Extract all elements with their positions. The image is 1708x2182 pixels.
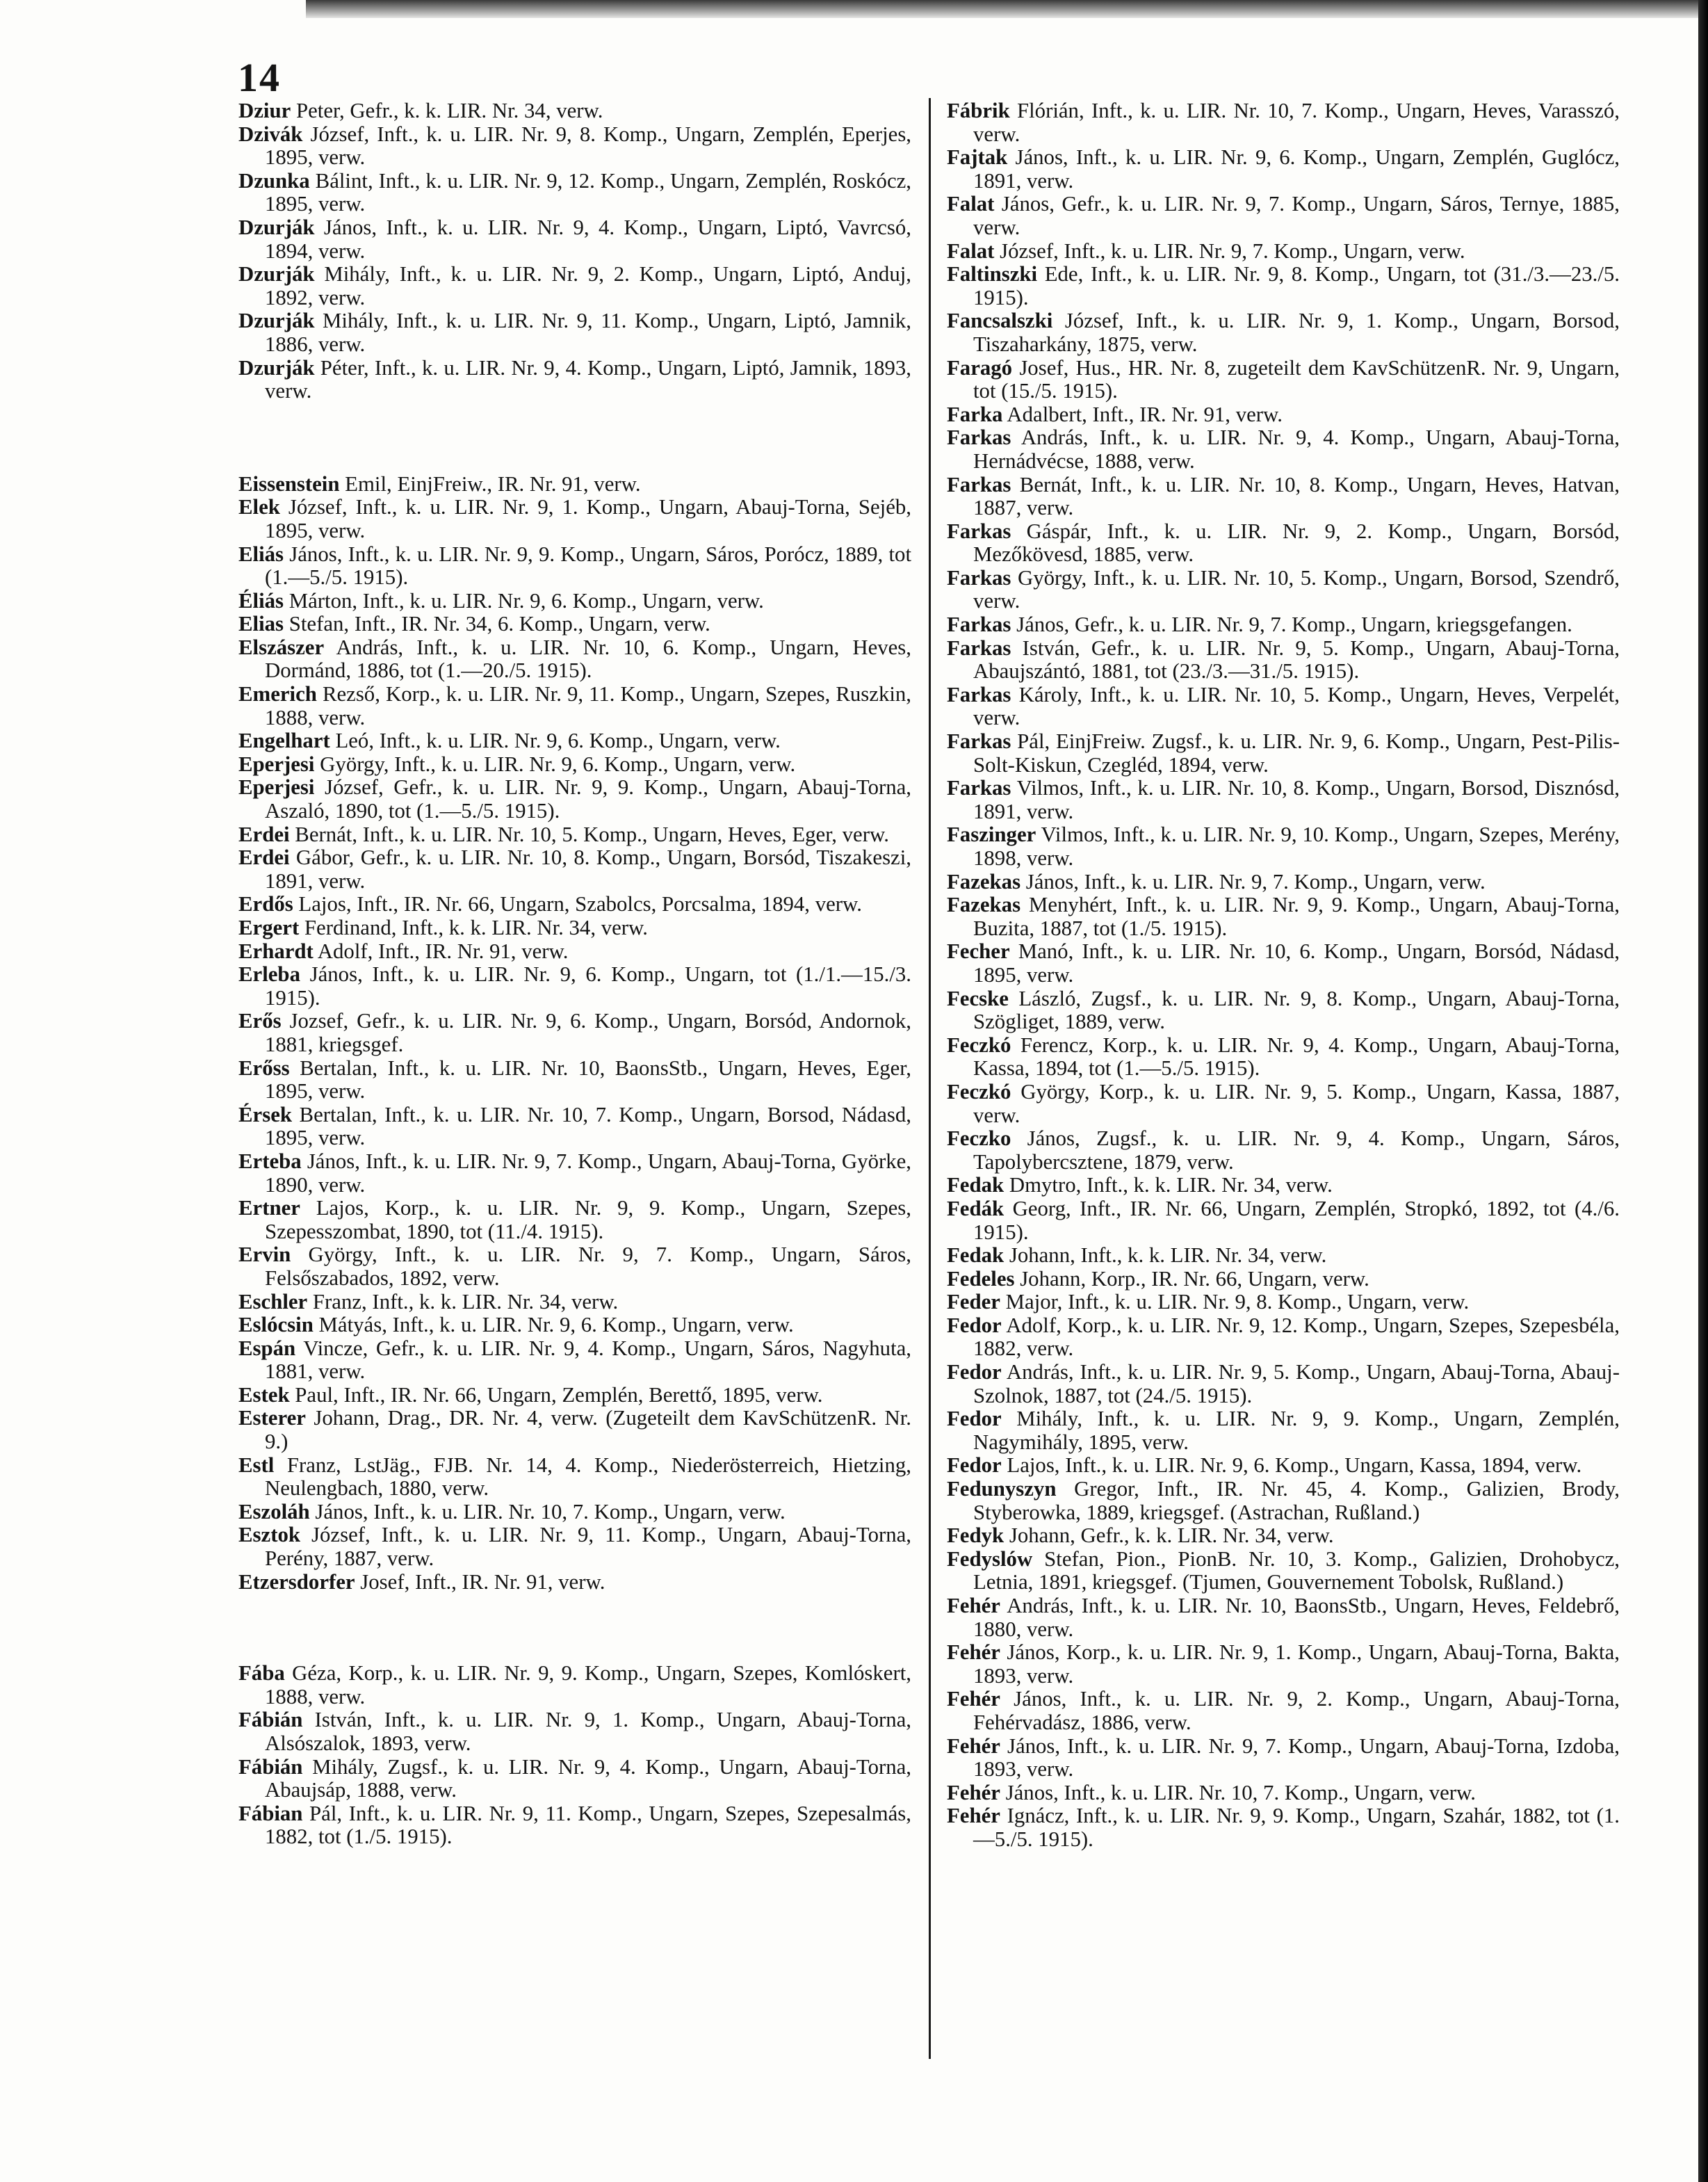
entry-surname: Érsek	[238, 1102, 292, 1126]
entry-surname: Elszászer	[238, 635, 325, 659]
list-entry	[947, 894, 1620, 940]
entry-surname: Eszoláh	[238, 1499, 310, 1524]
list-entry	[947, 684, 1620, 730]
list-entry	[238, 636, 911, 683]
entry-surname: Eperjesi	[238, 752, 315, 776]
list-entry	[947, 940, 1620, 987]
entry-details: János, Inft., k. u. LIR. Nr. 10, 7. Komp., Ungarn, verw.	[309, 1499, 786, 1524]
list-entry	[947, 1478, 1620, 1524]
list-entry	[947, 1197, 1620, 1244]
entry-details: László, Zugsf., k. u. LIR. Nr. 9, 8. Komp., Ungarn, Abauj-Torna, Szögliget, 1889, verw.	[973, 986, 1620, 1034]
entry-details: Menyhért, Inft., k. u. LIR. Nr. 9, 9. Komp., Ungarn, Abauj-Torna, Buzita, 1887, tot (1./5. 1915).	[973, 893, 1620, 940]
entry-surname: Farkas	[947, 729, 1011, 754]
entry-surname: Fajtak	[947, 145, 1008, 170]
entry-surname: Eschler	[238, 1289, 308, 1314]
entry-surname: Farkas	[947, 776, 1011, 800]
entry-details: Johann, Inft., k. k. LIR. Nr. 34, verw.	[1004, 1243, 1327, 1268]
entry-details: András, Inft., k. u. LIR. Nr. 10, BaonsStb., Ungarn, Heves, Feldebrő, 1880, verw.	[973, 1594, 1620, 1641]
entry-details: Stefan, Pion., PionB. Nr. 10, 3. Komp., Galizien, Drohobycz, Letnia, 1891, kriegsgef. (Tjumen, Gouvernement Tobolsk, Rußland.)	[973, 1546, 1620, 1594]
entry-surname: Fazekas	[947, 869, 1021, 894]
entry-surname: Feczkó	[947, 1079, 1011, 1104]
entry-surname: Fecher	[947, 939, 1010, 964]
entry-details: Adalbert, Inft., IR. Nr. 91, verw.	[1002, 402, 1283, 426]
entry-surname: Dzurják	[238, 355, 315, 380]
list-entry	[238, 776, 911, 823]
entry-details: Bálint, Inft., k. u. LIR. Nr. 9, 12. Komp., Ungarn, Zemplén, Roskócz, 1895, verw.	[265, 168, 911, 216]
entry-details: Major, Inft., k. u. LIR. Nr. 9, 8. Komp., Ungarn, verw.	[1000, 1290, 1470, 1314]
entry-details: Mihály, Inft., k. u. LIR. Nr. 9, 9. Komp., Ungarn, Zemplén, Nagymihály, 1895, verw.	[973, 1407, 1620, 1454]
entry-details: Lajos, Korp., k. u. LIR. Nr. 9, 9. Komp., Ungarn, Szepes, Szepesszombat, 1890, tot (11./4. 1915).	[265, 1196, 911, 1243]
entry-details: János, Inft., k. u. LIR. Nr. 10, 7. Komp., Ungarn, verw.	[1000, 1780, 1476, 1804]
list-entry	[947, 1244, 1620, 1268]
list-entry	[947, 567, 1620, 613]
entry-details: Ede, Inft., k. u. LIR. Nr. 9, 8. Komp., Ungarn, tot (31./3.—23./5. 1915).	[973, 262, 1620, 309]
entry-surname: Falat	[947, 192, 995, 216]
entry-surname: Farkas	[947, 682, 1011, 706]
list-entry	[947, 1594, 1620, 1641]
list-entry	[238, 357, 911, 403]
list-entry	[238, 753, 911, 777]
list-entry	[238, 1104, 911, 1150]
entry-surname: Fecske	[947, 986, 1009, 1010]
entry-details: Vilmos, Inft., k. u. LIR. Nr. 9, 10. Komp., Ungarn, Szepes, Merény, 1898, verw.	[973, 823, 1620, 870]
entry-details: Bernát, Inft., k. u. LIR. Nr. 10, 5. Komp., Ungarn, Heves, Eger, verw.	[289, 822, 889, 846]
list-entry	[238, 1291, 911, 1314]
scan-shadow-top	[306, 0, 1708, 18]
list-entry	[947, 240, 1620, 264]
entry-surname: Fedunyszyn	[947, 1477, 1057, 1501]
list-entry	[238, 590, 911, 613]
entry-details: Károly, Inft., k. u. LIR. Nr. 10, 5. Komp., Ungarn, Heves, Verpelét, verw.	[973, 682, 1620, 730]
entry-details: János, Inft., k. u. LIR. Nr. 9, 6. Komp., Ungarn, Zemplén, Guglócz, 1891, verw.	[973, 145, 1620, 193]
entry-details: Pál, EinjFreiw. Zugsf., k. u. LIR. Nr. 9, 6. Komp., Ungarn, Pest-Pilis-Solt-Kiskun, Czegléd, 1894, verw.	[973, 729, 1620, 777]
list-entry	[238, 1243, 911, 1290]
entry-details: Ferdinand, Inft., k. k. LIR. Nr. 34, verw.	[299, 916, 648, 939]
entry-surname: Farkas	[947, 472, 1011, 496]
list-entry	[238, 123, 911, 170]
entry-details: András, Inft., k. u. LIR. Nr. 9, 5. Komp., Ungarn, Abauj-Torna, Abauj-Szolnok, 1887, tot (24./5. 1915).	[973, 1360, 1620, 1407]
entry-surname: Ervin	[238, 1243, 291, 1267]
entry-details: János, Inft., k. u. LIR. Nr. 9, 9. Komp., Ungarn, Sáros, Porócz, 1889, tot (1.—5./5. 1915).	[265, 542, 911, 590]
entry-details: Gábor, Gefr., k. u. LIR. Nr. 10, 8. Komp., Ungarn, Borsód, Tiszakeszi, 1891, verw.	[265, 846, 911, 893]
entry-surname: Fedor	[947, 1360, 1002, 1384]
list-entry	[238, 1197, 911, 1243]
list-entry	[947, 263, 1620, 309]
list-entry	[238, 170, 911, 216]
list-entry	[238, 1708, 911, 1755]
entry-details: András, Inft., k. u. LIR. Nr. 10, 6. Komp., Ungarn, Heves, Dormánd, 1886, tot (1.—20./5. 1915).	[265, 635, 911, 683]
entry-surname: Erleba	[238, 962, 300, 987]
entry-surname: Fehér	[947, 1687, 1000, 1711]
entry-surname: Fábián	[238, 1754, 303, 1779]
list-entry	[947, 1524, 1620, 1548]
list-entry	[947, 1548, 1620, 1594]
list-entry	[947, 823, 1620, 870]
entry-surname: Fehér	[947, 1640, 1000, 1665]
entry-details: József, Inft., k. u. LIR. Nr. 9, 8. Komp., Ungarn, Zemplén, Eperjes, 1895, verw.	[265, 122, 911, 170]
entry-surname: Faszinger	[947, 823, 1036, 847]
list-entry	[238, 893, 911, 916]
entry-surname: Elek	[238, 495, 280, 519]
list-entry	[238, 263, 911, 309]
entry-surname: Fedor	[947, 1407, 1002, 1431]
list-entry	[238, 1524, 911, 1570]
entry-surname: Feder	[947, 1290, 1000, 1314]
list-entry	[947, 1034, 1620, 1081]
entry-details: Ferencz, Korp., k. u. LIR. Nr. 9, 4. Komp., Ungarn, Abauj-Torna, Kassa, 1894, tot (1.—5./5. 1915).	[973, 1033, 1620, 1081]
entry-details: Lajos, Inft., k. u. LIR. Nr. 9, 6. Komp., Ungarn, Kassa, 1894, verw.	[1001, 1453, 1582, 1478]
list-entry	[238, 543, 911, 590]
list-entry	[238, 1010, 911, 1056]
list-entry	[947, 1314, 1620, 1361]
entry-details: Gregor, Inft., IR. Nr. 45, 4. Komp., Galizien, Brody, Styberowka, 1889, kriegsgef. (Astrachan, Rußland.)	[973, 1477, 1620, 1524]
entry-details: Flórián, Inft., k. u. LIR. Nr. 10, 7. Komp., Ungarn, Heves, Varasszó, verw.	[973, 99, 1620, 146]
entry-surname: Dziur	[238, 99, 291, 122]
entry-details: Mihály, Inft., k. u. LIR. Nr. 9, 11. Komp., Ungarn, Liptó, Jamnik, 1886, verw.	[265, 309, 911, 356]
list-entry	[947, 99, 1620, 146]
entry-details: Bernát, Inft., k. u. LIR. Nr. 10, 8. Komp., Ungarn, Heves, Hatvan, 1887, verw.	[973, 472, 1620, 520]
entry-surname: Eliás	[238, 542, 284, 566]
list-entry	[947, 730, 1620, 777]
list-entry	[947, 1081, 1620, 1127]
entry-surname: Esterer	[238, 1406, 306, 1430]
entry-surname: Erhardt	[238, 939, 314, 963]
entry-details: Bertalan, Inft., k. u. LIR. Nr. 10, BaonsStb., Ungarn, Heves, Eger, 1895, verw.	[265, 1056, 911, 1104]
entry-details: Mátyás, Inft., k. u. LIR. Nr. 9, 6. Komp., Ungarn, verw.	[313, 1313, 794, 1337]
entry-surname: Farkas	[947, 426, 1011, 450]
entry-surname: Eissenstein	[238, 471, 340, 496]
entry-details: József, Gefr., k. u. LIR. Nr. 9, 9. Komp., Ungarn, Abauj-Torna, Aszaló, 1890, tot (1.—5./5. 1915).	[265, 775, 911, 823]
left-column	[238, 99, 911, 1849]
entry-details: János, Gefr., k. u. LIR. Nr. 9, 7. Komp., Ungarn, kriegsgefangen.	[1011, 613, 1572, 637]
entry-details: Géza, Korp., k. u. LIR. Nr. 9, 9. Komp., Ungarn, Szepes, Komlóskert, 1888, verw.	[265, 1661, 911, 1708]
entry-details: József, Inft., k. u. LIR. Nr. 9, 1. Komp., Ungarn, Borsod, Tiszaharkány, 1875, verw.	[973, 309, 1620, 356]
entry-surname: Dzivák	[238, 122, 303, 146]
entry-details: János, Inft., k. u. LIR. Nr. 9, 2. Komp., Ungarn, Abauj-Torna, Fehérvadász, 1886, verw.	[973, 1687, 1620, 1734]
entry-details: János, Gefr., k. u. LIR. Nr. 9, 7. Komp., Ungarn, Sáros, Ternye, 1885, verw.	[973, 192, 1620, 239]
entry-surname: Fehér	[947, 1804, 1000, 1828]
entry-details: Jozsef, Gefr., k. u. LIR. Nr. 9, 6. Komp., Ungarn, Borsód, Andornok, 1881, kriegsgef.	[265, 1009, 911, 1056]
entry-surname: Faragó	[947, 355, 1013, 380]
entry-surname: Ergert	[238, 916, 300, 939]
list-entry	[947, 474, 1620, 520]
list-entry	[947, 357, 1620, 403]
entry-surname: Feczkó	[947, 1033, 1011, 1057]
entry-surname: Fába	[238, 1661, 285, 1686]
list-entry	[238, 1571, 911, 1594]
entry-surname: Fedak	[947, 1243, 1005, 1268]
entry-details: János, Zugsf., k. u. LIR. Nr. 9, 4. Komp., Ungarn, Sáros, Tapolybercsztene, 1879, verw.	[973, 1126, 1620, 1174]
list-entry	[947, 1688, 1620, 1734]
list-entry	[238, 473, 911, 496]
list-entry	[947, 1641, 1620, 1688]
entry-details: István, Inft., k. u. LIR. Nr. 9, 1. Komp., Ungarn, Abauj-Torna, Alsószalok, 1893, verw.	[265, 1708, 911, 1755]
entry-surname: Fedeles	[947, 1266, 1015, 1291]
entry-details: József, Inft., k. u. LIR. Nr. 9, 7. Komp., Ungarn, verw.	[994, 239, 1465, 263]
entry-surname: Esztok	[238, 1523, 300, 1547]
list-entry	[238, 99, 911, 123]
entry-details: János, Inft., k. u. LIR. Nr. 9, 6. Komp., Ungarn, tot (1./1.—15./3. 1915).	[265, 962, 911, 1010]
list-entry	[947, 777, 1620, 823]
list-entry	[947, 426, 1620, 473]
entry-details: Leó, Inft., k. u. LIR. Nr. 9, 6. Komp., Ungarn, verw.	[330, 729, 781, 753]
entry-details: Mihály, Inft., k. u. LIR. Nr. 9, 2. Komp., Ungarn, Liptó, Anduj, 1892, verw.	[265, 262, 911, 309]
entry-surname: Fedyslów	[947, 1546, 1033, 1571]
entry-details: Márton, Inft., k. u. LIR. Nr. 9, 6. Komp., Ungarn, verw.	[284, 588, 764, 613]
entry-details: Mihály, Zugsf., k. u. LIR. Nr. 9, 4. Komp., Ungarn, Abauj-Torna, Abaujsáp, 1888, verw.	[265, 1754, 911, 1802]
entry-details: Manó, Inft., k. u. LIR. Nr. 10, 6. Komp., Ungarn, Borsód, Nádasd, 1895, verw.	[973, 939, 1620, 987]
list-entry	[238, 1314, 911, 1337]
entry-surname: Fehér	[947, 1594, 1000, 1617]
right-column	[947, 99, 1620, 1852]
list-entry	[238, 1407, 911, 1453]
entry-surname: Espán	[238, 1336, 296, 1360]
entry-surname: Erdei	[238, 846, 290, 870]
list-entry	[238, 496, 911, 542]
list-entry	[947, 613, 1620, 637]
entry-surname: Fehér	[947, 1780, 1000, 1804]
entry-details: Paul, Inft., IR. Nr. 66, Ungarn, Zemplén, Berettő, 1895, verw.	[289, 1382, 823, 1407]
entry-surname: Etzersdorfer	[238, 1569, 355, 1594]
list-entry	[238, 1384, 911, 1407]
entry-surname: Erőss	[238, 1056, 290, 1080]
entry-surname: Fábián	[238, 1708, 303, 1732]
list-entry	[947, 1804, 1620, 1851]
entry-surname: Erdős	[238, 892, 293, 916]
entry-details: Josef, Inft., IR. Nr. 91, verw.	[355, 1569, 605, 1594]
list-entry	[238, 846, 911, 893]
list-entry	[238, 1501, 911, 1524]
entry-surname: Dzurják	[238, 262, 315, 286]
entry-surname: Dzurják	[238, 215, 315, 239]
list-entry	[947, 403, 1620, 427]
entry-surname: Fedak	[947, 1173, 1005, 1197]
list-entry	[947, 987, 1620, 1034]
list-entry	[947, 1291, 1620, 1314]
entry-surname: Estek	[238, 1382, 290, 1407]
entry-surname: Feczko	[947, 1126, 1011, 1151]
list-entry	[947, 309, 1620, 356]
list-entry	[238, 1337, 911, 1384]
entry-details: József, Inft., k. u. LIR. Nr. 9, 11. Komp., Ungarn, Abauj-Torna, Perény, 1887, verw.	[265, 1523, 911, 1571]
list-entry	[947, 146, 1620, 193]
entry-details: István, Gefr., k. u. LIR. Nr. 9, 5. Komp., Ungarn, Abauj-Torna, Abaujszántó, 1881, tot (23./3.—31./5. 1915).	[973, 636, 1620, 684]
entry-details: Lajos, Inft., IR. Nr. 66, Ungarn, Szabolcs, Porcsalma, 1894, verw.	[293, 892, 862, 916]
entry-surname: Fehér	[947, 1734, 1000, 1758]
entry-details: Gáspár, Inft., k. u. LIR. Nr. 9, 2. Komp., Ungarn, Borsód, Mezőkövesd, 1885, verw.	[973, 519, 1620, 567]
list-entry	[947, 1361, 1620, 1407]
entry-surname: Dzurják	[238, 309, 315, 333]
entry-surname: Fedák	[947, 1196, 1005, 1220]
list-entry	[238, 1802, 911, 1849]
list-entry	[238, 309, 911, 356]
list-entry	[238, 1150, 911, 1197]
entry-details: Vilmos, Inft., k. u. LIR. Nr. 10, 8. Komp., Ungarn, Borsod, Disznósd, 1891, verw.	[973, 776, 1620, 823]
entry-details: Peter, Gefr., k. k. LIR. Nr. 34, verw.	[291, 99, 603, 122]
entry-details: Adolf, Korp., k. u. LIR. Nr. 9, 12. Komp., Ungarn, Szepes, Szepesbéla, 1882, verw.	[973, 1313, 1620, 1361]
entry-surname: Fancsalszki	[947, 309, 1053, 333]
entry-details: Franz, LstJäg., FJB. Nr. 14, 4. Komp., Niederösterreich, Hietzing, Neulengbach, 1880, verw.	[265, 1453, 911, 1501]
list-entry	[947, 193, 1620, 239]
entry-details: Georg, Inft., IR. Nr. 66, Ungarn, Zemplén, Stropkó, 1892, tot (4./6. 1915).	[973, 1196, 1620, 1244]
entry-surname: Emerich	[238, 682, 317, 706]
entry-details: Vincze, Gefr., k. u. LIR. Nr. 9, 4. Komp., Ungarn, Sáros, Nagyhuta, 1881, verw.	[265, 1336, 911, 1384]
entry-details: Ignácz, Inft., k. u. LIR. Nr. 9, 9. Komp., Ungarn, Szahár, 1882, tot (1.—5./5. 1915).	[973, 1804, 1620, 1851]
entry-surname: Fábian	[238, 1801, 303, 1825]
letter-section-gap	[238, 1594, 911, 1662]
list-entry	[238, 613, 911, 636]
entry-details: Dmytro, Inft., k. k. LIR. Nr. 34, verw.	[1004, 1173, 1333, 1197]
entry-details: András, Inft., k. u. LIR. Nr. 9, 4. Komp., Ungarn, Abauj-Torna, Hernádvécse, 1888, verw.	[973, 426, 1620, 473]
entry-surname: Farkas	[947, 565, 1011, 590]
entry-details: Josef, Hus., HR. Nr. 8, zugeteilt dem KavSchützenR. Nr. 9, Ungarn, tot (15./5. 1915).	[973, 355, 1620, 403]
entry-details: Bertalan, Inft., k. u. LIR. Nr. 10, 7. Komp., Ungarn, Borsod, Nádasd, 1895, verw.	[265, 1102, 911, 1150]
entry-surname: Erteba	[238, 1149, 302, 1173]
list-entry	[238, 916, 911, 940]
list-entry	[238, 683, 911, 729]
list-entry	[947, 520, 1620, 567]
letter-section-gap	[238, 403, 911, 473]
entry-details: Rezső, Korp., k. u. LIR. Nr. 9, 11. Komp., Ungarn, Szepes, Ruszkin, 1888, verw.	[265, 682, 911, 729]
entry-surname: Farka	[947, 402, 1003, 426]
list-entry	[947, 1735, 1620, 1781]
list-entry	[947, 871, 1620, 894]
entry-details: Franz, Inft., k. k. LIR. Nr. 34, verw.	[307, 1289, 619, 1314]
list-entry	[947, 1407, 1620, 1454]
entry-surname: Farkas	[947, 519, 1011, 543]
list-entry	[238, 963, 911, 1010]
list-entry	[238, 1057, 911, 1104]
list-entry	[238, 729, 911, 753]
list-entry	[947, 1454, 1620, 1478]
entry-details: Emil, EinjFreiw., IR. Nr. 91, verw.	[339, 471, 641, 496]
entry-surname: Ertner	[238, 1196, 300, 1220]
entry-surname: Erdei	[238, 822, 290, 846]
entry-details: Pál, Inft., k. u. LIR. Nr. 9, 11. Komp., Ungarn, Szepes, Szepesalmás, 1882, tot (1./5. 1915).	[265, 1801, 911, 1849]
list-entry	[947, 1268, 1620, 1291]
page-number: 14	[238, 55, 281, 100]
entry-details: Johann, Korp., IR. Nr. 66, Ungarn, verw.	[1014, 1266, 1369, 1291]
entry-details: János, Inft., k. u. LIR. Nr. 9, 4. Komp., Ungarn, Liptó, Vavrcsó, 1894, verw.	[265, 215, 911, 263]
list-entry	[238, 940, 911, 964]
list-entry	[238, 823, 911, 847]
entry-surname: Eslócsin	[238, 1313, 314, 1337]
entry-surname: Eperjesi	[238, 775, 315, 800]
entry-details: György, Inft., k. u. LIR. Nr. 10, 5. Komp., Ungarn, Borsod, Szendrő, verw.	[973, 565, 1620, 613]
list-entry	[947, 1174, 1620, 1197]
list-entry	[238, 1662, 911, 1708]
entry-surname: Dzunka	[238, 168, 310, 193]
entry-details: György, Korp., k. u. LIR. Nr. 9, 5. Komp., Ungarn, Kassa, 1887, verw.	[973, 1079, 1620, 1127]
list-entry	[238, 216, 911, 263]
entry-surname: Fedyk	[947, 1524, 1005, 1548]
entry-details: János, Inft., k. u. LIR. Nr. 9, 7. Komp., Ungarn, Abauj-Torna, Izdoba, 1893, verw.	[973, 1734, 1620, 1781]
entry-surname: Fedor	[947, 1313, 1002, 1337]
entry-details: Adolf, Inft., IR. Nr. 91, verw.	[313, 939, 569, 963]
list-entry	[238, 1454, 911, 1501]
entry-details: József, Inft., k. u. LIR. Nr. 9, 1. Komp., Ungarn, Abauj-Torna, Sejéb, 1895, verw.	[265, 495, 911, 542]
entry-details: Stefan, Inft., IR. Nr. 34, 6. Komp., Ungarn, verw.	[284, 612, 710, 636]
entry-surname: Farkas	[947, 613, 1011, 637]
entry-details: János, Korp., k. u. LIR. Nr. 9, 1. Komp., Ungarn, Abauj-Torna, Bakta, 1893, verw.	[973, 1640, 1620, 1688]
entry-surname: Erős	[238, 1009, 282, 1033]
entry-details: György, Inft., k. u. LIR. Nr. 9, 7. Komp., Ungarn, Sáros, Felsőszabados, 1892, verw.	[265, 1243, 911, 1290]
column-divider	[929, 98, 931, 2059]
entry-details: János, Inft., k. u. LIR. Nr. 9, 7. Komp., Ungarn, verw.	[1020, 869, 1486, 894]
entry-details: Johann, Gefr., k. k. LIR. Nr. 34, verw.	[1004, 1524, 1334, 1548]
list-entry	[947, 637, 1620, 684]
entry-surname: Engelhart	[238, 729, 330, 753]
entry-surname: Farkas	[947, 636, 1011, 660]
entry-details: Johann, Drag., DR. Nr. 4, verw. (Zugeteilt dem KavSchützenR. Nr. 9.)	[265, 1406, 911, 1454]
entry-surname: Elias	[238, 612, 284, 636]
entry-surname: Estl	[238, 1453, 275, 1477]
entry-details: György, Inft., k. u. LIR. Nr. 9, 6. Komp., Ungarn, verw.	[314, 752, 796, 776]
entry-surname: Fazekas	[947, 893, 1021, 917]
list-entry	[947, 1127, 1620, 1174]
list-entry	[238, 1756, 911, 1802]
entry-surname: Fábrik	[947, 99, 1010, 122]
entry-details: János, Inft., k. u. LIR. Nr. 9, 7. Komp., Ungarn, Abauj-Torna, Györke, 1890, verw.	[265, 1149, 911, 1197]
entry-surname: Éliás	[238, 588, 284, 613]
scan-shadow-right	[1698, 0, 1708, 2182]
entry-surname: Falat	[947, 239, 995, 263]
list-entry	[947, 1781, 1620, 1805]
entry-surname: Faltinszki	[947, 262, 1038, 286]
entry-surname: Fedor	[947, 1453, 1002, 1478]
entry-details: Péter, Inft., k. u. LIR. Nr. 9, 4. Komp., Ungarn, Liptó, Jamnik, 1893, verw.	[265, 355, 911, 403]
